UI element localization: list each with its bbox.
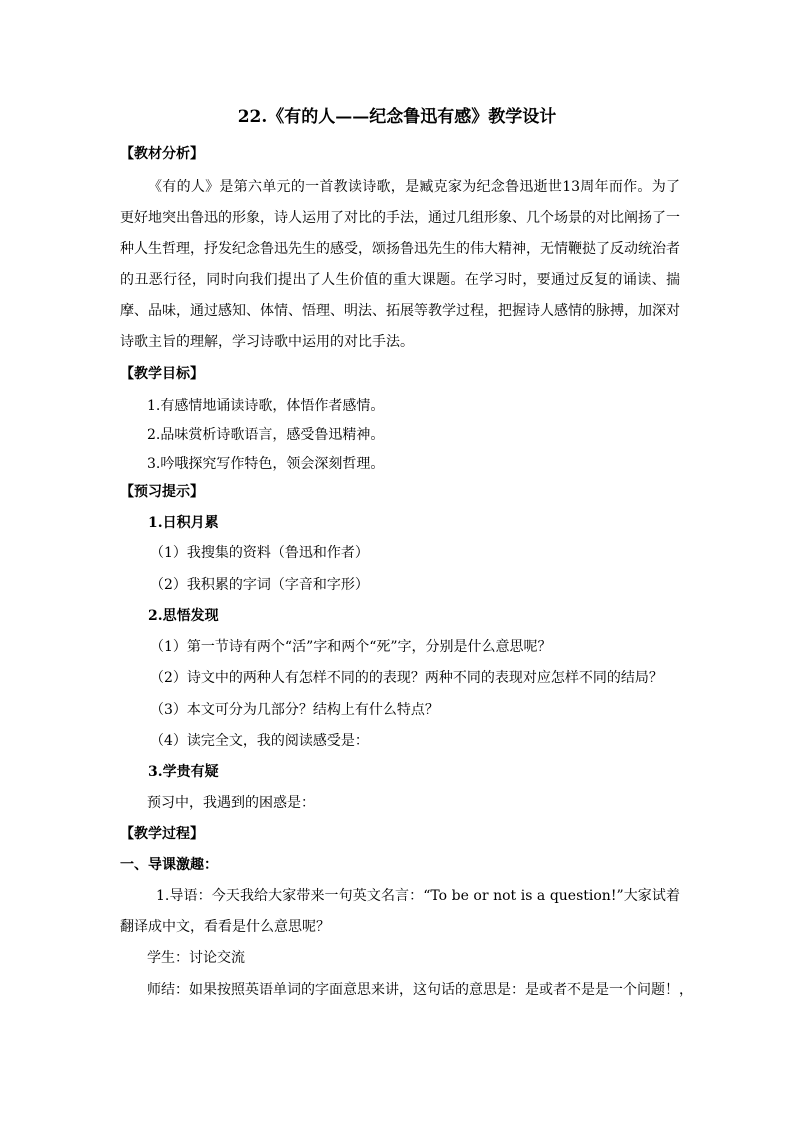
intro-paragraph: 1.导语：今天我给大家带来一句英文名言：“To be or not is a question!”大家试着翻译成中文，看看是什么意思呢？: [120, 888, 680, 935]
preview-item: （3）本文可分为几部分？结构上有什么特点？: [150, 702, 439, 718]
document-title: 22.《有的人——纪念鲁迅有感》教学设计: [237, 107, 557, 127]
preview-text: 预习中，我遇到的困惑是：: [147, 795, 315, 811]
preview-item: （4）读完全文，我的阅读感受是：: [150, 733, 369, 749]
teacher-line: 师结：如果按照英语单词的字面意思来讲，这句话的意思是：是或者不是是一个问题！，: [147, 982, 693, 998]
preview-item: （2）我积累的字词（字音和字形）: [150, 577, 369, 593]
preview-item: （2）诗文中的两种人有怎样不同的的表现？两种不同的表现对应怎样不同的结局？: [150, 670, 663, 686]
process-heading: 【教学过程】: [120, 826, 204, 842]
preview-item: （1）我搜集的资料（鲁迅和作者）: [150, 545, 369, 561]
analysis-heading: 【教材分析】: [120, 146, 204, 162]
goals-heading: 【教学目标】: [120, 366, 204, 382]
analysis-paragraph: 《有的人》是第六单元的一首教读诗歌，是臧克家为纪念鲁迅逝世13周年而作。为了更好地突出鲁迅的形象，诗人运用了对比的手法，通过几组形象、几个场景的对比阐扬了一种人生哲理，抒发纪念鲁迅先生的感受，颂扬鲁迅先生的伟大精神，无情鞭挞了反动统治者的丑恶行径，同时向我们提出了人生价值的重大课题。在学习时，要通过反复的诵读、揣摩、品味，通过感知、体情、悟理、明法、拓展等教学过程，把握诗人感情的脉搏，加深对诗歌主旨的理解，学习诗歌中运用的对比手法。: [120, 179, 680, 350]
preview-subheading: 2.思悟发现: [148, 608, 219, 624]
goal-item: 2.品味赏析诗歌语言，感受鲁迅精神。: [147, 427, 385, 443]
preview-subheading: 3.学贵有疑: [148, 764, 219, 780]
preview-subheading: 1.日积月累: [148, 515, 219, 531]
preview-heading: 【预习提示】: [120, 484, 204, 500]
process-part-heading: 一、导课激趣：: [120, 857, 218, 873]
preview-item: （1）第一节诗有两个“活”字和两个“死”字，分别是什么意思呢？: [150, 639, 552, 655]
goal-item: 3.吟哦探究写作特色，领会深刻哲理。: [147, 456, 385, 472]
student-line: 学生：讨论交流: [147, 950, 245, 966]
goal-item: 1.有感情地诵读诗歌，体悟作者感情。: [147, 398, 385, 414]
